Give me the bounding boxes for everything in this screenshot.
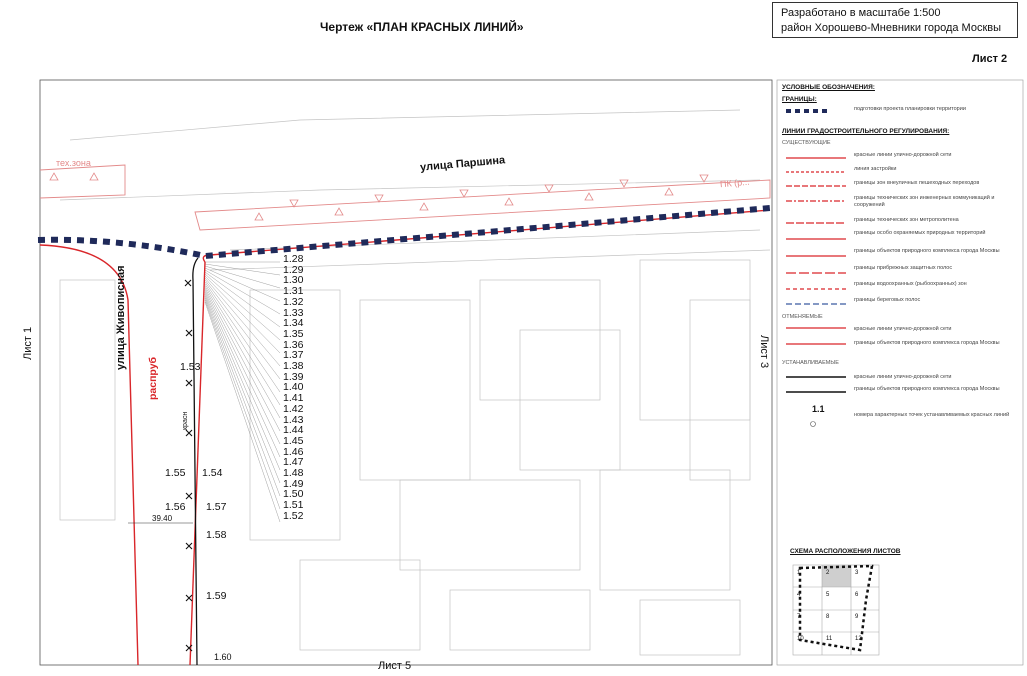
point-label: 1.36 (283, 338, 304, 351)
point-label: 1.39 (283, 370, 304, 383)
legend-boundary-item: подготовки проекта планировки территории (854, 106, 966, 112)
point-label: 1.42 (283, 402, 304, 415)
legend-existing-item: линия застройки (854, 166, 897, 172)
scheme-title: СХЕМА РАСПОЛОЖЕНИЯ ЛИСТОВ (790, 548, 901, 555)
point-label: 1.29 (283, 263, 304, 276)
sheet-bottom: Лист 5 (378, 660, 412, 672)
point-label: 1.52 (283, 509, 304, 522)
legend-existing-item: границы объектов природного комплекса города Москвы (854, 248, 1000, 254)
label-tech-zone: тех.зона (56, 158, 91, 168)
legend-existing-item: границы технических зон инженерных коммуникаций и сооружений (854, 195, 995, 208)
label-krasn: красн (182, 411, 189, 430)
point-label: 1.45 (283, 434, 304, 447)
legend-existing-item: границы зон внеуличных пешеходных переходов (854, 180, 980, 186)
point-label: 1.53 (180, 361, 201, 373)
point-label: 1.33 (283, 306, 304, 319)
stamp-scale: Разработано в масштабе 1:500 (781, 7, 941, 19)
point-label: 1.59 (206, 590, 227, 602)
legend-existing-item: границы особо охраняемых природных территорий (854, 230, 986, 236)
legend-existing-item: границы береговых полос (854, 297, 921, 303)
point-label: 1.48 (283, 467, 304, 479)
legend-existing-item: красные линии улично-дорожной сети (854, 152, 952, 158)
scheme-cell-9: 9 (855, 614, 859, 620)
scheme-cell-2: 2 (826, 570, 830, 576)
point-label: 1.60 (214, 652, 232, 662)
point-label: 1.44 (283, 424, 304, 437)
red-lines (40, 210, 770, 665)
point-label: 1.57 (206, 501, 227, 513)
point-label: 1.30 (283, 274, 304, 287)
drawing-title: Чертеж «ПЛАН КРАСНЫХ ЛИНИЙ» (320, 20, 524, 34)
point-label: 1.41 (283, 392, 304, 405)
legend-established-item: границы объектов природного комплекса города Москвы (854, 386, 1000, 392)
scheme-cell-3: 3 (855, 570, 859, 576)
street-parshina: улица Паршина (419, 154, 506, 174)
legend-title: УСЛОВНЫЕ ОБОЗНАЧЕНИЯ: (782, 84, 875, 91)
scheme-cell-7: 7 (797, 614, 801, 620)
point-label: 1.51 (283, 499, 304, 512)
scheme-cell-6: 6 (855, 592, 859, 598)
point-label: 1.34 (283, 317, 304, 330)
point-label: 1.56 (165, 501, 186, 513)
scheme-cell-11: 11 (826, 636, 833, 642)
dimension-label: 39.40 (152, 514, 173, 523)
scheme-cell-8: 8 (826, 614, 830, 620)
point-label: 1.32 (283, 295, 304, 308)
legend-existing-header: СУЩЕСТВУЮЩИЕ (782, 140, 831, 146)
point-label: 1.43 (283, 413, 304, 426)
label-pk: ПК (р... (719, 176, 751, 190)
legend-existing-item: границы прибрежных защитных полос (854, 265, 953, 271)
sheet-current: Лист 2 (972, 53, 1008, 65)
point-label: 1.35 (283, 327, 304, 340)
point-label: 1.40 (283, 381, 304, 394)
background-blocks (60, 110, 770, 655)
legend-boundaries-header: ГРАНИЦЫ: (782, 96, 817, 103)
point-label: 1.38 (283, 360, 304, 372)
street-zhivopisnaya: улица Живописная (115, 265, 127, 370)
point-label: 1.49 (283, 477, 304, 490)
point-label: 1.46 (283, 445, 304, 458)
hatch-fan (205, 262, 280, 522)
legend-cancelled-header: ОТМЕНЯЕМЫЕ (782, 314, 823, 320)
point-label: 1.37 (283, 349, 304, 362)
stamp-district: район Хорошево-Мневники города Москвы (781, 22, 1002, 34)
scheme-cell-4: 4 (797, 592, 801, 598)
point-label: 1.28 (283, 253, 304, 265)
point-label: 1.54 (202, 467, 223, 479)
legend-cancelled-item: красные линии улично-дорожной сети (854, 326, 952, 332)
legend-existing-item: границы водоохранных (рыбоохранных) зон (854, 281, 967, 287)
legend-point-desc: номера характерных точек устанавливаемых красных линий (854, 412, 1010, 418)
cancel-marks (185, 280, 192, 651)
point-label: 1.55 (165, 467, 186, 479)
sheet-scheme (793, 565, 879, 655)
point-label: 1.58 (206, 529, 227, 541)
point-label: 1.47 (283, 456, 304, 469)
scheme-cell-1: 1 (797, 570, 801, 576)
legend-point-sample: 1.1 (812, 404, 825, 414)
legend-established-header: УСТАНАВЛИВАЕМЫЕ (782, 360, 839, 366)
scheme-cell-5: 5 (826, 592, 830, 598)
label-raspr: распруб (147, 356, 159, 400)
legend-existing-item: границы технических зон метрополитена (854, 217, 959, 223)
sheet-left: Лист 1 (22, 326, 34, 360)
project-boundary (38, 208, 770, 256)
sheet-right: Лист 3 (758, 335, 770, 369)
point-label: 1.31 (283, 285, 304, 298)
scheme-cell-10: 10 (797, 636, 804, 642)
scheme-cell-12: 12 (855, 636, 862, 642)
legend-symbols (786, 111, 846, 427)
legend-cancelled-item: границы объектов природного комплекса города Москвы (854, 340, 1000, 346)
legend-established-item: красные линии улично-дорожной сети (854, 374, 952, 380)
legend-lines-header: ЛИНИИ ГРАДОСТРОИТЕЛЬНОГО РЕГУЛИРОВАНИЯ: (782, 128, 950, 135)
point-label: 1.50 (283, 488, 304, 501)
